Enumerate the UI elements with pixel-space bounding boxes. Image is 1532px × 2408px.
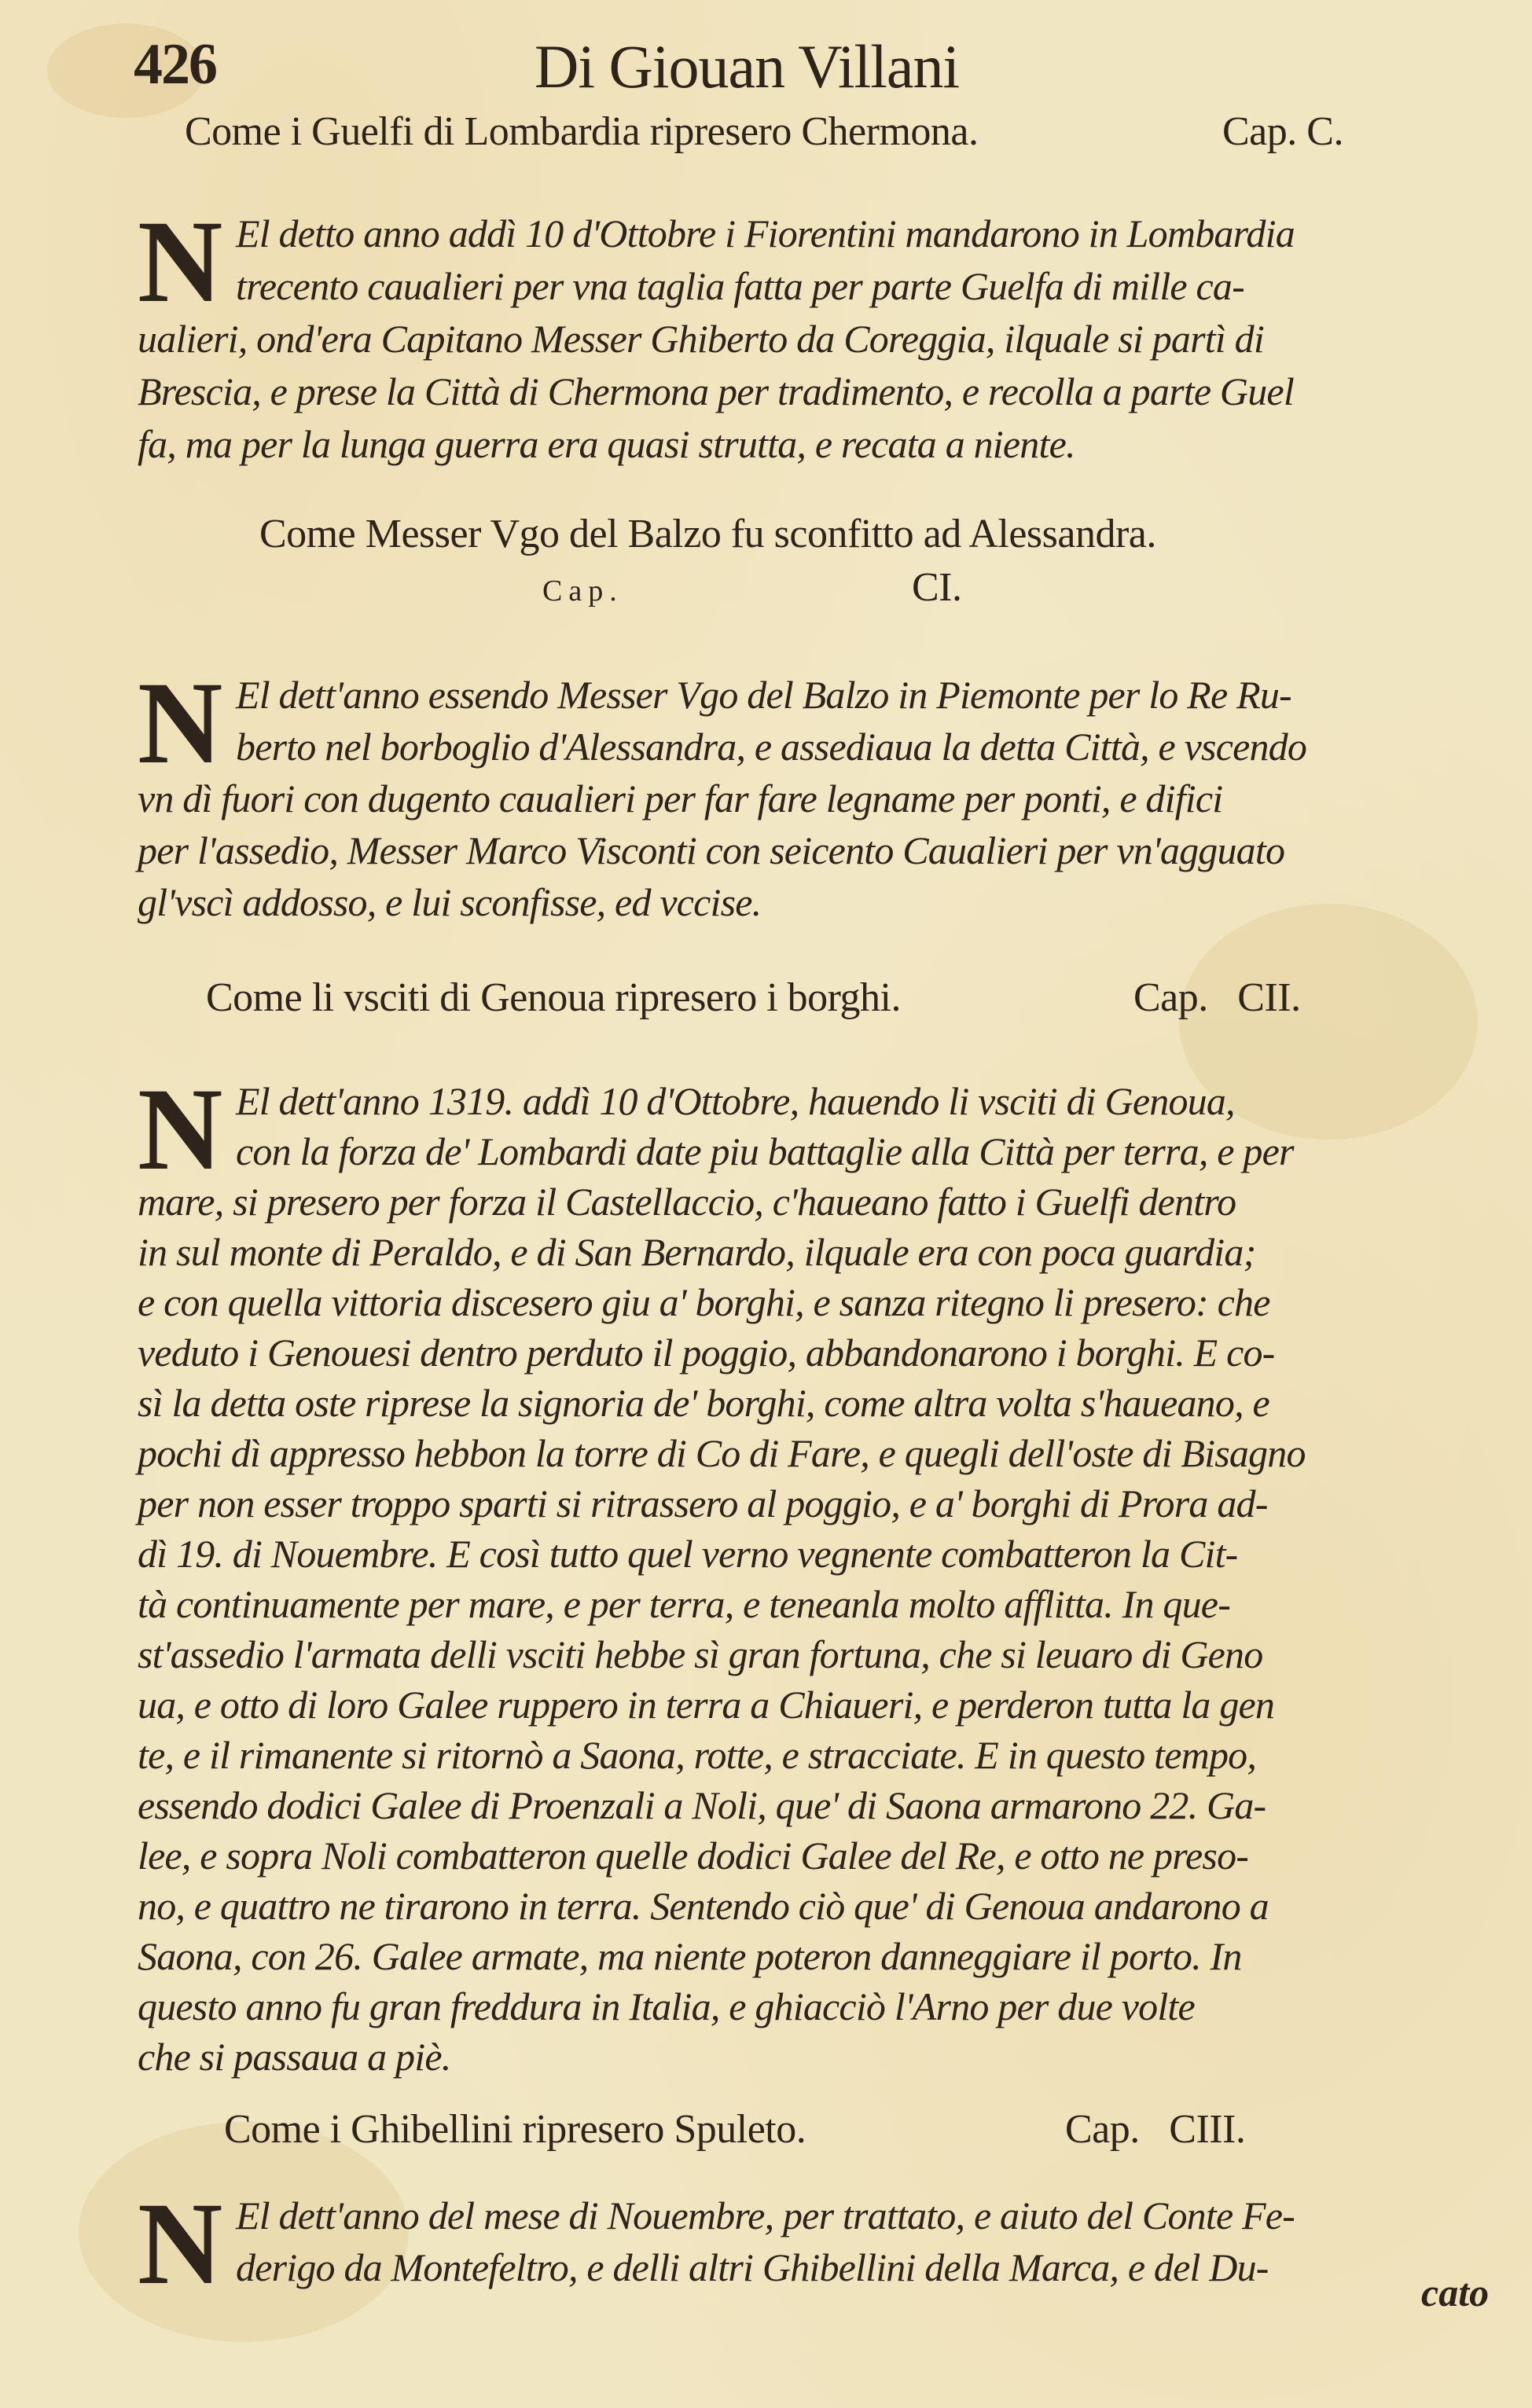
text-line: sì la detta oste riprese la signoria de' borghi, come altra volta s'haueano, e [138, 1381, 1269, 1425]
chapter-paragraph [138, 196, 1470, 472]
text-line: ualieri, ond'era Capitano Messer Ghiberto da Coreggia, ilquale si partì di [138, 317, 1264, 361]
chapter-title: Come i Ghibellini ripresero Spuleto. [224, 2107, 806, 2152]
running-title: Di Giouan Villani [535, 32, 960, 101]
drop-cap: N [138, 658, 223, 788]
text-line: trecento caualieri per vna taglia fatta per parte Guelfa di mille ca- [236, 264, 1244, 308]
text-line: berto nel borboglio d'Alessandra, e assediaua la detta Città, e vscendo [236, 725, 1307, 769]
text-line: questo anno fu gran freddura in Italia, e ghiacciò l'Arno per due volte [138, 1984, 1195, 2028]
text-line: veduto i Genouesi dentro perduto il poggio, abbandonarono i borghi. E co- [138, 1331, 1275, 1375]
text-line: no, e quattro ne tirarono in terra. Sentendo ciò que' di Genoua andarono a [138, 1884, 1269, 1928]
text-line: Saona, con 26. Galee armate, ma niente poteron danneggiare il porto. In [138, 1934, 1242, 1978]
chapter-paragraph [138, 1064, 1470, 2084]
text-line: fa, ma per la lunga guerra era quasi strutta, e recata a niente. [138, 422, 1075, 466]
text-line: tà continuamente per mare, e per terra, e teneanla molto afflitta. In que- [138, 1582, 1231, 1626]
text-line: in sul monte di Peraldo, e di San Bernardo, ilquale era con poca guardia; [138, 1230, 1256, 1274]
text-line: pochi dì appresso hebbon la torre di Co di Fare, e quegli dell'oste di Bisagno [138, 1431, 1306, 1475]
chapter-heading [259, 511, 1156, 557]
chapter-paragraph [138, 658, 1470, 939]
chapter-title: Come i Guelfi di Lombardia ripresero Chermona. [185, 109, 979, 154]
text-line: essendo dodici Galee di Proenzali a Noli, que' di Saona armarono 22. Ga- [138, 1783, 1266, 1827]
chapter-title: Come Messer Vgo del Balzo fu sconfitto ad Alessandra. [259, 512, 1156, 556]
running-head [134, 31, 1470, 102]
chapter-number: Cap. CI. [542, 565, 962, 610]
page-number: 426 [134, 32, 216, 97]
chapter-number: Cap. CII. [1133, 975, 1301, 1020]
chapter-heading [206, 975, 1301, 1021]
chapter-heading [185, 108, 1343, 155]
chapter-number: Cap. C. [1222, 109, 1343, 154]
text-line: Brescia, e prese la Città di Chermona per tradimento, e recolla a parte Guel [138, 369, 1294, 413]
text-line: te, e il rimanente si ritornò a Saona, rotte, e stracciate. E in questo tempo, [138, 1733, 1257, 1777]
text-line: mare, si presero per forza il Castellaccio, c'haueano fatto i Guelfi dentro [138, 1180, 1236, 1224]
drop-cap: N [138, 2179, 223, 2309]
catchword: cato [1421, 2270, 1490, 2314]
text-line: che si passaua a piè. [138, 2035, 451, 2079]
text-line: El dett'anno 1319. addì 10 d'Ottobre, hauendo li vsciti di Genoua, [236, 1079, 1235, 1123]
text-line: derigo da Montefeltro, e delli altri Ghibellini della Marca, e del Du- [236, 2245, 1269, 2289]
chapter-paragraph [138, 2179, 1470, 2309]
text-line: per non esser troppo sparti si ritrassero al poggio, e a' borghi di Prora ad- [138, 1481, 1268, 1525]
chapter-number: Cap. CIII. [1065, 2107, 1246, 2152]
text-line: per l'assedio, Messer Marco Visconti con seicento Caualieri per vn'agguato [138, 828, 1285, 872]
text-line: vn dì fuori con dugento caualieri per far fare legname per ponti, e difici [138, 776, 1223, 820]
drop-cap: N [138, 1064, 223, 1195]
text-line: gl'vscì addosso, e lui sconfisse, ed vccise. [138, 880, 762, 924]
text-line: El detto anno addì 10 d'Ottobre i Fiorentini mandarono in Lombardia [236, 211, 1295, 255]
text-line: El dett'anno essendo Messer Vgo del Balzo in Piemonte per lo Re Ru- [236, 673, 1291, 717]
text-line: lee, e sopra Noli combatteron quelle dodici Galee del Re, e otto ne preso- [138, 1834, 1249, 1878]
text-line: e con quella vittoria discesero giu a' borghi, e sanza ritegno li presero: che [138, 1280, 1270, 1324]
text-line: El dett'anno del mese di Nouembre, per trattato, e aiuto del Conte Fe- [236, 2193, 1295, 2237]
chapter-heading [224, 2106, 1246, 2153]
drop-cap: N [138, 196, 223, 327]
text-line: ua, e otto di loro Galee ruppero in terra a Chiaueri, e perderon tutta la gen [138, 1683, 1275, 1727]
text-line: dì 19. di Nouembre. E così tutto quel verno vegnente combatteron la Cit- [138, 1532, 1238, 1576]
text-line: con la forza de' Lombardi date piu battaglie alla Città per terra, e per [236, 1129, 1294, 1173]
chapter-title: Come li vsciti di Genoua ripresero i borghi. [206, 975, 901, 1020]
text-line: st'assedio l'armata delli vsciti hebbe sì gran fortuna, che si leuaro di Geno [138, 1632, 1263, 1676]
